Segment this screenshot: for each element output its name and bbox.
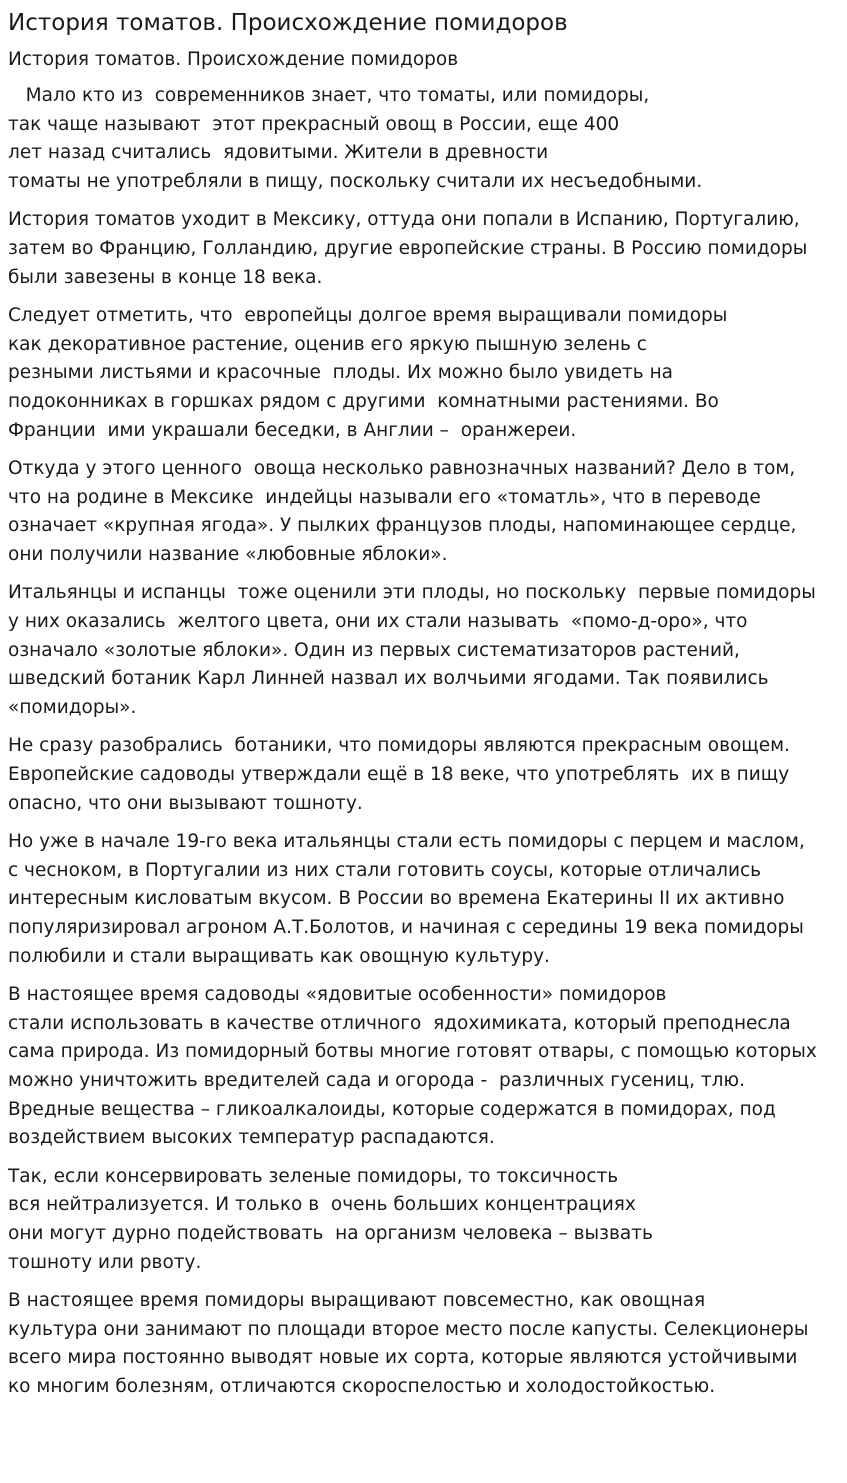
paragraph-line: у них оказались желтого цвета, они их стали называть «помо-д-оро», что	[8, 610, 748, 632]
article-paragraph	[8, 828, 839, 972]
paragraph-line: полюбили и стали выращивать как овощную культуру.	[8, 945, 550, 967]
paragraph-line: с чесноком, в Португалии из них стали готовить соусы, которые отличались	[8, 859, 762, 881]
paragraph-line: История томатов уходит в Мексику, оттуда они попали в Испанию, Португалию,	[8, 209, 800, 231]
paragraph-line: «помидоры».	[8, 697, 137, 719]
paragraph-line: интересным кисловатым вкусом. В России во времена Екатерины II их активно	[8, 888, 785, 910]
page-title: История томатов. Происхождение помидоров	[8, 10, 568, 36]
paragraph-line: Франции ими украшали беседки, в Англии – оранжереи.	[8, 419, 577, 441]
paragraph-line: шведский ботаник Карл Линней назвал их волчьими ягодами. Так появились	[8, 668, 769, 690]
paragraph-line: подоконниках в горшках рядом с другими комнатными растениями. Во	[8, 391, 719, 413]
paragraph-line: В настоящее время помидоры выращивают повсеместно, как овощная	[8, 1289, 706, 1311]
article-paragraph	[8, 981, 839, 1153]
paragraph-line: Но уже в начале 19-го века итальянцы стали есть помидоры с перцем и маслом,	[8, 830, 805, 852]
paragraph-line: томаты не употребляли в пищу, поскольку считали их несъедобными.	[8, 171, 703, 193]
article-paragraph	[8, 455, 839, 570]
paragraph-line: Откуда у этого ценного овоща несколько равнозначных названий? Дело в том,	[8, 457, 796, 479]
article-paragraph	[8, 579, 839, 723]
paragraph-line: означало «золотые яблоки». Один из первых систематизаторов растений,	[8, 639, 740, 661]
paragraph-line: всего мира постоянно выводят новые их сорта, которые являются устойчивыми	[8, 1347, 798, 1369]
article-paragraph	[8, 206, 839, 292]
paragraph-line: В настоящее время садоводы «ядовитые особенности» помидоров	[8, 983, 667, 1005]
paragraph-line: Мало кто из современников знает, что томаты, или помидоры,	[8, 85, 650, 106]
paragraph-line: Итальянцы и испанцы тоже оценили эти плоды, но поскольку первые помидоры	[8, 582, 816, 604]
paragraph-line: означает «крупная ягода». У пылких французов плоды, напоминающее сердце,	[8, 515, 797, 537]
article-paragraph	[8, 302, 839, 446]
article-paragraph	[8, 1287, 839, 1402]
paragraph-line: культура они занимают по площади второе место после капусты. Селекционеры	[8, 1318, 809, 1340]
paragraph-line: Так, если консервировать зеленые помидоры, то токсичность	[8, 1165, 619, 1187]
paragraph-line: резными листьями и красочные плоды. Их можно было увидеть на	[8, 362, 674, 384]
paragraph-line: Не сразу разобрались ботаники, что помидоры являются прекрасным овощем.	[8, 735, 790, 757]
paragraph-line: что на родине в Мексике индейцы называли его «томатль», что в переводе	[8, 486, 761, 508]
paragraph-line: Вредные вещества – гликоалкалоиды, которые содержатся в помидорах, под	[8, 1098, 776, 1120]
paragraph-line: как декоративное растение, оценив его яркую пышную зелень с	[8, 333, 647, 355]
article-paragraph	[8, 732, 839, 818]
paragraph-line: воздействием высоких температур распадаются.	[8, 1127, 495, 1149]
paragraph-line: вся нейтрализуется. И только в очень больших концентрациях	[8, 1194, 636, 1216]
paragraph-line: ко многим болезням, отличаются скороспелостью и холодостойкостью.	[8, 1376, 716, 1398]
paragraph-line: так чаще называют этот прекрасный овощ в России, еще 400	[8, 113, 620, 135]
paragraph-line: затем во Францию, Голландию, другие европейские страны. В Россию помидоры	[8, 238, 808, 260]
paragraph-line: сама природа. Из помидорный ботвы многие готовят отвары, с помощью которых	[8, 1041, 817, 1063]
paragraph-line: они получили название «любовные яблоки».	[8, 544, 448, 566]
article-body	[8, 82, 839, 1402]
paragraph-line: Европейские садоводы утверждали ещё в 18 веке, что употреблять их в пищу	[8, 763, 790, 785]
paragraph-line: лет назад считались ядовитыми. Жители в древности	[8, 142, 549, 164]
paragraph-line: они могут дурно подействовать на организм человека – вызвать	[8, 1223, 653, 1245]
paragraph-line: можно уничтожить вредителей сада и огорода - различных гусениц, тлю.	[8, 1070, 745, 1091]
paragraph-line: тошноту или рвоту.	[8, 1251, 202, 1273]
paragraph-line: стали использовать в качестве отличного ядохимиката, который преподнесла	[8, 1012, 791, 1034]
article-paragraph	[8, 1163, 839, 1278]
article-subtitle: История томатов. Происхождение помидоров	[8, 49, 459, 70]
paragraph-line: были завезены в конце 18 века.	[8, 266, 323, 288]
paragraph-line: опасно, что они вызывают тошноту.	[8, 792, 363, 814]
article-paragraph	[8, 82, 839, 197]
paragraph-line: Следует отметить, что европейцы долгое время выращивали помидоры	[8, 304, 728, 326]
paragraph-line: популяризировал агроном А.Т.Болотов, и начиная с середины 19 века помидоры	[8, 916, 804, 938]
